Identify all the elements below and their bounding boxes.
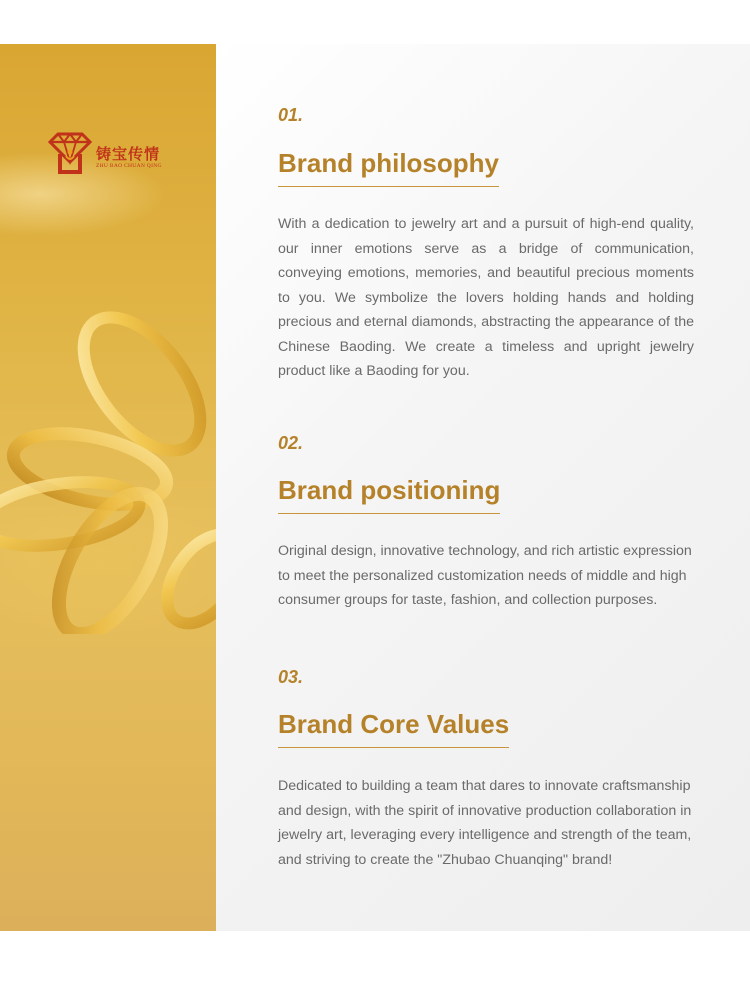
- section-body: Original design, innovative technology, and rich artistic expression to meet the personalized customization needs of middle and high consumer groups for taste, fashion, and collection purposes.: [278, 543, 692, 608]
- section-brand-core-values: [278, 666, 698, 872]
- section-number: 03.: [278, 667, 304, 687]
- section-number: 01.: [278, 105, 304, 125]
- section-body: Dedicated to building a team that dares to innovate craftsmanship and design, with the spirit of innovative production collaboration in jewelry art, leveraging every intelligence and strength of the team, and striving to create the "Zhubao Chuanqing" brand!: [278, 778, 692, 868]
- brand-name-chinese: 铸宝传情: [96, 145, 161, 163]
- section-brand-philosophy: [278, 104, 698, 384]
- section-title: Brand positioning: [278, 473, 500, 514]
- gold-rings-image: [0, 274, 216, 634]
- section-brand-positioning: [278, 432, 698, 613]
- brand-name-english: ZHU BAO CHUAN QING: [96, 163, 162, 169]
- section-number: 02.: [278, 433, 304, 453]
- ring-shape: [38, 477, 182, 634]
- section-title: Brand philosophy: [278, 146, 499, 187]
- section-title: Brand Core Values: [278, 707, 509, 748]
- section-body: With a dedication to jewelry art and a pursuit of high-end quality, our inner emotions serve as a bridge of communication, conveying emotions, memories, and beautiful precious moments to you. We symbolize the lovers holding hands and holding precious and eternal diamonds, abstracting the appearance of the Chinese Baoding. We create a timeless and upright jewelry product like a Baoding for you.: [278, 216, 694, 379]
- gold-rings-image-panel: [0, 44, 216, 931]
- brand-logo: [46, 132, 162, 176]
- diamond-logo-icon: [46, 132, 94, 176]
